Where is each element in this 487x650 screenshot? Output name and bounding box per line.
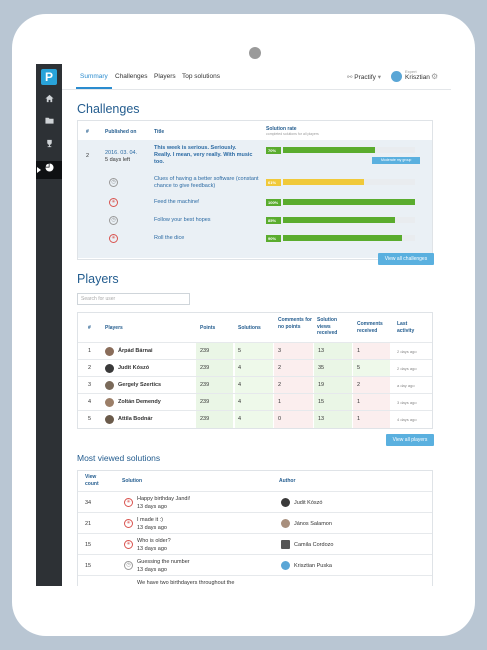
solution-rate-fill: [283, 217, 395, 223]
player-rank: 4: [88, 399, 92, 405]
clock-icon: ◷: [109, 216, 118, 225]
view-count: 34: [85, 500, 92, 506]
solutions-table: [77, 470, 433, 586]
solution-date: 13 days ago: [137, 567, 167, 573]
player-points: 239: [200, 348, 210, 354]
player-no-points: 3: [278, 348, 282, 354]
table-row[interactable]: [78, 491, 432, 512]
challenge-title[interactable]: Clues of having a better software (constant chance to give feedback): [154, 176, 259, 189]
solution-rate-fill: [283, 199, 415, 205]
challenge-title[interactable]: Roll the dice: [154, 235, 185, 241]
moderate-group-label: Moderate my group: [381, 158, 412, 162]
solution-title[interactable]: I made it :): [137, 517, 163, 523]
solution-title[interactable]: We have two birthdayers throughout the: [137, 580, 235, 586]
players-title: Players: [77, 272, 119, 286]
player-last-activity: a day ago: [397, 383, 415, 388]
player-views: 19: [318, 382, 325, 388]
col-view-count: View count: [85, 474, 99, 487]
player-last-activity: 2 days ago: [397, 349, 417, 354]
table-row[interactable]: [78, 575, 432, 586]
tab-players[interactable]: Players: [154, 73, 176, 80]
player-name[interactable]: Judit Kószó: [118, 365, 150, 371]
solution-rate-fill: [283, 179, 364, 185]
view-count: 15: [85, 563, 92, 569]
col-solution-rate: Solution rate: [266, 126, 297, 132]
table-row[interactable]: [78, 376, 432, 393]
avatar: [105, 347, 114, 356]
player-views: 13: [318, 348, 325, 354]
player-solutions: 4: [238, 416, 242, 422]
solution-rate-label: 61%: [266, 179, 281, 186]
app-logo[interactable]: P: [41, 69, 57, 85]
avatar: [105, 364, 114, 373]
challenge-title[interactable]: Feed the machine!: [154, 199, 200, 205]
author-name[interactable]: Camila Cordozo: [294, 542, 334, 548]
col-author: Author: [279, 478, 296, 484]
avatar[interactable]: [391, 71, 402, 82]
solution-rate-label: 70%: [266, 147, 281, 154]
main-content: [62, 64, 451, 586]
player-points: 239: [200, 416, 210, 422]
player-name[interactable]: Zoltán Demendy: [118, 399, 161, 405]
player-rank: 1: [88, 348, 92, 354]
player-comments: 1: [357, 399, 361, 405]
author-name[interactable]: Judit Kószó: [294, 500, 323, 506]
challenge-title[interactable]: This week is serious. Seriously. Really. I mean, very really. With music too.: [154, 145, 253, 165]
player-points: 239: [200, 365, 210, 371]
solution-title[interactable]: Happy birthday Jandi!: [137, 496, 191, 502]
player-rank: 2: [88, 365, 92, 371]
challenge-date: 2016. 03. 04.: [105, 150, 138, 156]
avatar: [281, 561, 290, 570]
col-points: Points: [200, 325, 216, 331]
col-num: #: [86, 129, 89, 135]
view-count: 21: [85, 521, 92, 527]
status-icon: ✳: [124, 540, 133, 549]
project-name: Practify: [354, 74, 376, 81]
col-last-activity: Last activity: [397, 321, 415, 334]
player-comments: 2: [357, 382, 361, 388]
pie-chart-icon[interactable]: [36, 161, 62, 179]
avatar: [105, 381, 114, 390]
user-role: Expert: [405, 69, 417, 74]
tab-summary[interactable]: Summary: [80, 73, 108, 80]
player-solutions: 4: [238, 382, 242, 388]
solution-rate-fill: [283, 147, 375, 153]
table-row[interactable]: [78, 512, 432, 533]
col-title: Title: [154, 129, 165, 135]
solution-rate-label: 85%: [266, 217, 281, 224]
solution-rate-fill: [283, 235, 402, 241]
challenges-title: Challenges: [77, 102, 140, 116]
player-views: 13: [318, 416, 325, 422]
player-points: 239: [200, 399, 210, 405]
solution-date: 13 days ago: [137, 504, 167, 510]
author-name[interactable]: János Salamon: [294, 521, 332, 527]
avatar: [281, 540, 290, 549]
solution-title[interactable]: Guessing the number: [137, 559, 190, 565]
player-last-activity: 3 days ago: [397, 400, 417, 405]
project-selector[interactable]: [347, 73, 381, 81]
tab-top-solutions[interactable]: Top solutions: [182, 73, 220, 80]
folder-icon[interactable]: [36, 114, 62, 132]
col-solution-rate-sub: completed solutions for all players: [266, 132, 319, 136]
avatar: [105, 398, 114, 407]
player-solutions: 4: [238, 365, 242, 371]
player-comments: 5: [357, 365, 361, 371]
player-no-points: 1: [278, 399, 282, 405]
col-solutions: Solutions: [238, 325, 261, 331]
player-rank: 3: [88, 382, 92, 388]
view-all-players-button[interactable]: View all players: [386, 434, 434, 446]
player-solutions: 4: [238, 399, 242, 405]
table-row[interactable]: [78, 393, 432, 410]
col-published: Published on: [105, 129, 137, 135]
camera-dot: [249, 47, 261, 59]
player-rank: 5: [88, 416, 92, 422]
solution-rate-label: 100%: [266, 199, 281, 206]
challenges-table: [77, 120, 433, 260]
player-no-points: 2: [278, 365, 282, 371]
player-name[interactable]: Árpád Bárnai: [118, 348, 153, 354]
player-views: 35: [318, 365, 325, 371]
view-all-challenges-button[interactable]: View all challenges: [378, 253, 434, 265]
solution-date: 13 days ago: [137, 546, 167, 552]
col-comments-no-points: Comments for no points: [278, 317, 312, 330]
home-icon[interactable]: [36, 92, 62, 110]
table-row[interactable]: [78, 342, 432, 359]
sidebar: [36, 64, 62, 586]
solutions-title: Most viewed solutions: [77, 453, 161, 463]
view-count: 15: [85, 542, 92, 548]
gear-icon[interactable]: ⚙: [431, 72, 439, 81]
col-num: #: [88, 325, 91, 331]
players-table: [77, 312, 433, 429]
challenge-num: 2: [86, 153, 90, 159]
trophy-icon[interactable]: [36, 137, 62, 155]
status-icon: ✳: [109, 198, 118, 207]
player-solutions: 5: [238, 348, 242, 354]
table-row[interactable]: [78, 410, 432, 427]
author-name[interactable]: Krisztian Puska: [294, 563, 332, 569]
challenge-title[interactable]: Follow your best hopes: [154, 217, 211, 223]
player-name[interactable]: Attila Bodnár: [118, 416, 153, 422]
chevron-down-icon: ▾: [377, 74, 382, 81]
player-comments: 1: [357, 348, 361, 354]
avatar: [281, 498, 290, 507]
search-input[interactable]: Search for user: [77, 293, 190, 305]
player-views: 15: [318, 399, 325, 405]
col-solution: Solution: [122, 478, 142, 484]
user-name[interactable]: Krisztian: [405, 74, 430, 81]
col-players: Players: [105, 325, 123, 331]
player-comments: 1: [357, 416, 361, 422]
status-icon: ✳: [124, 519, 133, 528]
clock-icon: ◷: [109, 178, 118, 187]
status-icon: ✳: [124, 498, 133, 507]
solution-title[interactable]: Who is older?: [137, 538, 171, 544]
clock-icon: ◷: [124, 561, 133, 570]
table-row[interactable]: [78, 533, 432, 554]
table-row[interactable]: [78, 359, 432, 376]
player-points: 239: [200, 382, 210, 388]
avatar: [281, 519, 290, 528]
player-last-activity: 2 days ago: [397, 366, 417, 371]
challenge-deadline: 5 days left: [105, 157, 131, 163]
top-navigation: [62, 64, 451, 90]
solution-rate-label: 90%: [266, 235, 281, 242]
avatar: [105, 415, 114, 424]
col-comments: Comments received: [357, 321, 383, 334]
player-no-points: 2: [278, 382, 282, 388]
table-row[interactable]: [78, 554, 432, 575]
player-no-points: 0: [278, 416, 282, 422]
tab-challenges[interactable]: Challenges: [115, 73, 148, 80]
solution-date: 13 days ago: [137, 525, 167, 531]
player-last-activity: 4 days ago: [397, 417, 417, 422]
col-views: Solution views received: [317, 317, 338, 336]
users-icon: ⚯: [347, 74, 353, 81]
moderate-group-button[interactable]: [372, 157, 420, 164]
player-name[interactable]: Gergely Szertics: [118, 382, 162, 388]
status-icon: ✳: [109, 234, 118, 243]
app-screen: [36, 64, 451, 586]
